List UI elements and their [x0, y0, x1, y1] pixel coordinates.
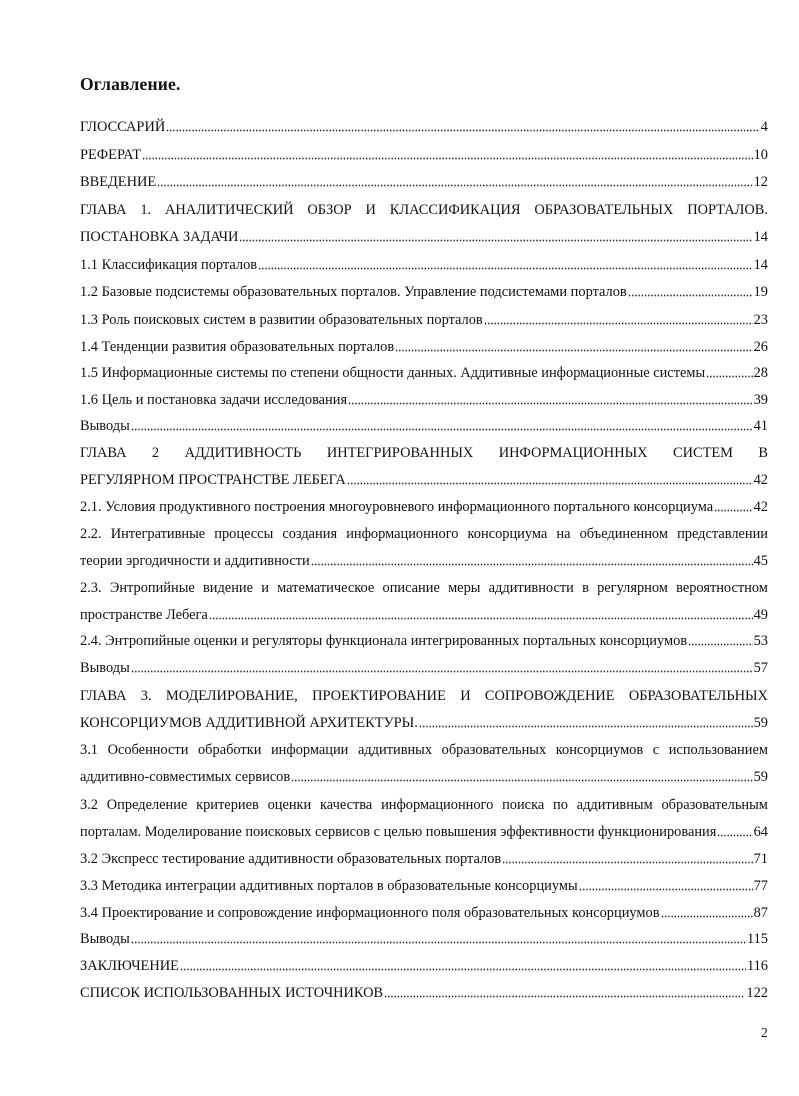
- toc-line: [80, 849, 768, 869]
- toc-entry[interactable]: [80, 795, 768, 840]
- toc-entry[interactable]: [80, 363, 768, 383]
- toc-entry-word: образовательным: [661, 797, 768, 813]
- toc-leader-dots: [209, 609, 753, 620]
- toc-entry-word: ГЛАВА: [80, 445, 127, 461]
- toc-entry-word: Определение: [106, 797, 188, 813]
- toc-leader-dots: [688, 635, 753, 646]
- toc-page-number: 71: [753, 851, 768, 867]
- toc-line: [80, 551, 768, 571]
- toc-entry-justified-line: [80, 443, 768, 463]
- toc-line: [80, 470, 768, 490]
- toc-entry-word: МОДЕЛИРОВАНИЕ,: [165, 688, 298, 704]
- toc-entry-title: РЕФЕРАТ: [80, 147, 142, 163]
- toc-entry-word: поиска: [502, 797, 545, 813]
- toc-entry-justified-line: [80, 524, 768, 544]
- toc-entry-title: пространстве Лебега: [80, 607, 208, 623]
- toc-leader-dots: [291, 771, 752, 782]
- toc-page-number: 116: [746, 958, 768, 974]
- toc-entry[interactable]: [80, 337, 768, 357]
- toc-entry-title: 3.3 Методика интеграции аддитивных порталов в образовательные консорциумы: [80, 878, 578, 894]
- toc-page-number: 57: [753, 660, 768, 676]
- toc-leader-dots: [258, 259, 753, 270]
- toc-entry-word: И: [460, 688, 471, 704]
- toc-page-number: 10: [753, 147, 768, 163]
- toc-entry-title: аддитивно-совместимых сервисов: [80, 769, 291, 785]
- toc-line: [80, 956, 768, 976]
- toc-entry-title: Выводы: [80, 418, 130, 434]
- toc-entry[interactable]: [80, 631, 768, 651]
- toc-line: [80, 876, 768, 896]
- toc-entry-word: с: [652, 742, 660, 758]
- toc-entry-word: консорциума: [467, 526, 548, 542]
- toc-entry-word: ИНТЕГРИРОВАННЫХ: [326, 445, 474, 461]
- toc-entry-word: 3.: [140, 688, 152, 704]
- toc-page-number: 59: [753, 769, 768, 785]
- toc-entry-word: Интегративные: [110, 526, 206, 542]
- toc-entry-word: вероятностном: [676, 580, 768, 596]
- toc-leader-dots: [311, 555, 753, 566]
- toc-entry-word: Энтропийные: [109, 580, 195, 596]
- toc-entry-word: ГЛАВА: [80, 688, 127, 704]
- toc-entry[interactable]: [80, 416, 768, 436]
- toc-entry-justified-line: [80, 686, 768, 706]
- toc-leader-dots: [484, 314, 753, 325]
- toc-entry[interactable]: [80, 310, 768, 330]
- toc-leader-dots: [239, 231, 752, 242]
- toc-page-number: 42: [753, 499, 768, 515]
- toc-entry[interactable]: [80, 876, 768, 896]
- toc-entry-word: в: [582, 580, 589, 596]
- toc-entry[interactable]: [80, 929, 768, 949]
- toc-entry[interactable]: [80, 200, 768, 245]
- toc-entry-justified-line: [80, 795, 768, 815]
- toc-line: [80, 227, 768, 247]
- toc-entry-word: КЛАССИФИКАЦИЯ: [389, 202, 521, 218]
- toc-page-number: 28: [753, 365, 768, 381]
- page-number: 2: [761, 1025, 768, 1040]
- toc-entry[interactable]: [80, 686, 768, 731]
- toc-entry-word: консорциумов: [555, 742, 644, 758]
- toc-entry[interactable]: [80, 443, 768, 488]
- toc-entry[interactable]: [80, 956, 768, 976]
- toc-entry[interactable]: [80, 255, 768, 275]
- toc-entry[interactable]: [80, 145, 768, 165]
- toc-page-number: 41: [753, 418, 768, 434]
- toc-page-number: 12: [753, 174, 768, 190]
- toc-page-number: 122: [746, 985, 768, 1001]
- toc-entry-title: теории эргодичности и аддитивности: [80, 553, 310, 569]
- toc-entry-word: математическое: [277, 580, 375, 596]
- toc-line: [80, 337, 768, 357]
- toc-line: [80, 255, 768, 275]
- toc-line: [80, 363, 768, 383]
- toc-entry-word: на: [556, 526, 571, 542]
- toc-entry-word: меры: [448, 580, 481, 596]
- toc-entry-title: 2.1. Условия продуктивного построения многоуровневого информационного портального консорциума: [80, 499, 714, 515]
- toc-leader-dots: [661, 907, 753, 918]
- toc-entry-title: 1.3 Роль поисковых систем в развитии образовательных порталов: [80, 312, 483, 328]
- toc-leader-dots: [131, 662, 753, 673]
- toc-line: [80, 713, 768, 733]
- toc-page-number: 59: [753, 715, 768, 731]
- toc-entry-word: информации: [270, 742, 349, 758]
- toc-entry-title: Выводы: [80, 931, 130, 947]
- toc-leader-dots: [384, 987, 745, 998]
- toc-page-number: 23: [753, 312, 768, 328]
- toc-page-number: 53: [753, 633, 768, 649]
- toc-entry-title: 3.4 Проектирование и сопровождение информационного поля образовательных консорциумов: [80, 905, 660, 921]
- toc-entry-justified-line: [80, 740, 768, 760]
- toc-entry[interactable]: [80, 903, 768, 923]
- toc-leader-dots: [717, 826, 752, 837]
- toc-entry-word: АДДИТИВНОСТЬ: [184, 445, 302, 461]
- toc-page-number: 49: [753, 607, 768, 623]
- toc-entry-word: регулярном: [597, 580, 668, 596]
- toc-entry-word: представлении: [677, 526, 768, 542]
- toc-line: [80, 767, 768, 787]
- toc-entry-title: ГЛОССАРИЙ: [80, 119, 166, 135]
- toc-line: [80, 416, 768, 436]
- toc-entry-word: аддитивных: [357, 742, 433, 758]
- toc-entry[interactable]: [80, 524, 768, 569]
- toc-leader-dots: [628, 286, 753, 297]
- toc-page-number: 87: [753, 905, 768, 921]
- toc-entry-word: аддитивности: [488, 580, 574, 596]
- toc-entry-title: 1.2 Базовые подсистемы образовательных порталов. Управление подсистемами порталов: [80, 284, 627, 300]
- toc-page-number: 77: [753, 878, 768, 894]
- toc-entry-word: 2.2.: [80, 526, 102, 542]
- toc-line: [80, 929, 768, 949]
- toc-page-number: 14: [753, 257, 768, 273]
- page-title: Оглавление.: [80, 74, 181, 94]
- toc-entry[interactable]: [80, 282, 768, 302]
- toc-entry-word: критериев: [196, 797, 259, 813]
- toc-entry-word: ПОРТАЛОВ.: [687, 202, 768, 218]
- toc-entry-word: обработки: [197, 742, 262, 758]
- toc-page-number: 4: [760, 119, 768, 135]
- toc-entry-title: порталам. Моделирование поисковых сервисов с целью повышения эффективности функционирования: [80, 824, 717, 840]
- toc-entry-title: СПИСОК ИСПОЛЬЗОВАННЫХ ИСТОЧНИКОВ: [80, 985, 384, 1001]
- toc-entry-word: И: [365, 202, 376, 218]
- toc-entry-word: использованием: [668, 742, 768, 758]
- toc-page-number: 19: [753, 284, 768, 300]
- toc-entry-justified-line: [80, 578, 768, 598]
- toc-entry-title: 2.4. Энтропийные оценки и регуляторы функционала интегрированных портальных консорциумов: [80, 633, 688, 649]
- toc-leader-dots: [131, 933, 746, 944]
- toc-leader-dots: [706, 367, 752, 378]
- toc-leader-dots: [131, 420, 753, 431]
- toc-entry-title: ВВЕДЕНИЕ: [80, 174, 157, 190]
- toc-entry-word: видение: [202, 580, 253, 596]
- toc-entry-title: Выводы: [80, 660, 130, 676]
- toc-entry-word: информационного: [346, 526, 459, 542]
- toc-entry-word: 2.3.: [80, 580, 102, 596]
- toc-entry-title: 1.4 Тенденции развития образовательных порталов: [80, 339, 395, 355]
- toc-entry-word: 1.: [140, 202, 152, 218]
- toc-entry[interactable]: [80, 117, 768, 137]
- toc-entry-word: информационного: [381, 797, 494, 813]
- toc-leader-dots: [180, 960, 746, 971]
- toc-entry[interactable]: [80, 983, 768, 1003]
- toc-entry-title: РЕГУЛЯРНОМ ПРОСТРАНСТВЕ ЛЕБЕГА: [80, 472, 346, 488]
- toc-leader-dots: [347, 474, 753, 485]
- toc-line: [80, 117, 768, 137]
- toc-line: [80, 390, 768, 410]
- toc-line: [80, 658, 768, 678]
- toc-leader-dots: [348, 394, 753, 405]
- toc-entry-word: 3.2: [80, 797, 98, 813]
- toc-line: [80, 983, 768, 1003]
- toc-entry-word: по: [553, 797, 568, 813]
- toc-entry-word: объединенном: [579, 526, 668, 542]
- toc-entry-word: ОБРАЗОВАТЕЛЬНЫХ: [628, 688, 768, 704]
- toc-entry-title: 3.2 Экспресс тестирование аддитивности образовательных порталов: [80, 851, 502, 867]
- toc-entry[interactable]: [80, 172, 768, 192]
- toc-leader-dots: [166, 121, 760, 132]
- toc-entry[interactable]: [80, 849, 768, 869]
- toc-entry-title: ПОСТАНОВКА ЗАДАЧИ: [80, 229, 239, 245]
- toc-leader-dots: [579, 880, 753, 891]
- toc-entry-word: процессы: [214, 526, 274, 542]
- toc-line: [80, 497, 768, 517]
- toc-leader-dots: [419, 717, 753, 728]
- toc-entry-word: 3.1: [80, 742, 98, 758]
- toc-entry-title: 1.1 Классификация порталов: [80, 257, 258, 273]
- toc-entry[interactable]: [80, 578, 768, 623]
- toc-entry-word: СИСТЕМ: [672, 445, 733, 461]
- toc-entry-title: ЗАКЛЮЧЕНИЕ: [80, 958, 179, 974]
- toc-entry[interactable]: [80, 658, 768, 678]
- toc-entry-word: создания: [282, 526, 338, 542]
- toc-entry[interactable]: [80, 497, 768, 517]
- toc-entry-word: ОБРАЗОВАТЕЛЬНЫХ: [534, 202, 674, 218]
- toc-line: [80, 310, 768, 330]
- toc-entry-word: 2: [151, 445, 160, 461]
- toc-page-number: 42: [753, 472, 768, 488]
- toc-leader-dots: [157, 176, 752, 187]
- toc-entry-title: 1.6 Цель и постановка задачи исследования: [80, 392, 348, 408]
- toc-entry-word: качества: [320, 797, 373, 813]
- toc-line: [80, 172, 768, 192]
- toc-entry-word: ПРОЕКТИРОВАНИЕ: [312, 688, 446, 704]
- toc-line: [80, 631, 768, 651]
- toc-leader-dots: [142, 149, 753, 160]
- toc-page-number: 14: [753, 229, 768, 245]
- toc-page-number: 26: [753, 339, 768, 355]
- toc-entry-title: 1.5 Информационные системы по степени общности данных. Аддитивные информационные системы: [80, 365, 706, 381]
- toc-page-number: 45: [753, 553, 768, 569]
- toc-line: [80, 822, 768, 842]
- toc-leader-dots: [395, 341, 752, 352]
- toc-entry-word: описание: [382, 580, 440, 596]
- toc-line: [80, 282, 768, 302]
- toc-entry[interactable]: [80, 390, 768, 410]
- toc-line: [80, 145, 768, 165]
- toc-entry-word: ГЛАВА: [80, 202, 127, 218]
- toc-entry-word: СОПРОВОЖДЕНИЕ: [484, 688, 615, 704]
- toc-entry-title: КОНСОРЦИУМОВ АДДИТИВНОЙ АРХИТЕКТУРЫ.: [80, 715, 418, 731]
- toc-entry-word: В: [758, 445, 768, 461]
- toc-entry-word: ОБЗОР: [307, 202, 352, 218]
- toc-page-number: 64: [753, 824, 768, 840]
- toc-entry-justified-line: [80, 200, 768, 220]
- toc-page-number: 115: [746, 931, 768, 947]
- toc-line: [80, 903, 768, 923]
- toc-entry-word: ИНФОРМАЦИОННЫХ: [498, 445, 648, 461]
- toc-page-number: 39: [753, 392, 768, 408]
- toc-entry[interactable]: [80, 740, 768, 785]
- toc-entry-word: аддитивным: [576, 797, 653, 813]
- toc-entry-word: и: [261, 580, 269, 596]
- toc-leader-dots: [502, 853, 752, 864]
- toc-leader-dots: [714, 501, 752, 512]
- toc-entry-word: АНАЛИТИЧЕСКИЙ: [164, 202, 294, 218]
- toc-line: [80, 605, 768, 625]
- toc-entry-word: оценки: [267, 797, 312, 813]
- toc-entry-word: образовательных: [441, 742, 547, 758]
- toc-entry-word: Особенности: [107, 742, 189, 758]
